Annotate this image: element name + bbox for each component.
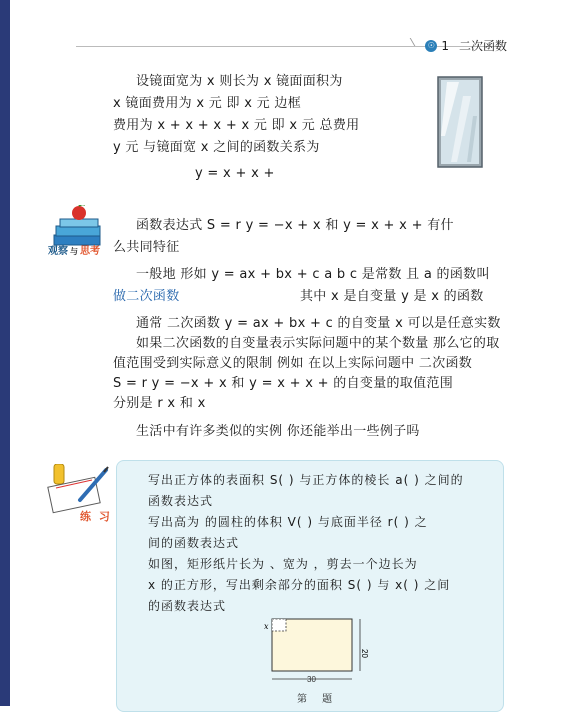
mirror-formula: y = x + x +: [195, 166, 275, 181]
domain-line3: 值范围受到实际意义的限制 例如 在以上实际问题中 二次函数: [113, 356, 473, 371]
mirror-problem-line1: 设镜面宽为 x 则长为 x 镜面面积为: [136, 74, 343, 89]
page-edge-strip: [0, 0, 10, 706]
think-label-part3: 思考: [80, 246, 100, 257]
header-tick-mark: [410, 38, 426, 46]
practice-q3-line2: x 的正方形，写出剩余部分的面积 S( ) 与 x( ) 之间: [148, 578, 451, 592]
think-label-part2: 与: [70, 247, 78, 256]
mirror-problem-line3: 费用为 x + x + x + x 元 即 x 元 总费用: [113, 118, 360, 133]
practice-q2-line2: 间的函数表达式: [148, 536, 240, 550]
practice-q1-line1: 写出正方体的表面积 S( ) 与正方体的棱长 a( ) 之间的: [148, 473, 464, 487]
think-label-part1: 观察: [48, 246, 68, 257]
domain-line2: 如果二次函数的自变量表示实际问题中的某个数量 那么它的取: [136, 336, 500, 351]
closing-question: 生活中有许多类似的实例 你还能举出一些例子吗: [136, 424, 420, 439]
figure-corner-label: x: [264, 622, 269, 631]
mirror-problem-line4: y 元 与镜面宽 x 之间的函数关系为: [113, 140, 320, 155]
figure-height-label: 20: [360, 649, 369, 658]
section-title: 二次函数: [458, 39, 507, 53]
definition-line1: 一般地 形如 y = ax + bx + c a b c 是常数 且 a 的函数叫: [136, 267, 490, 282]
practice-q1-line2: 函数表达式: [148, 494, 214, 508]
practice-label: 练 习: [80, 510, 112, 523]
rectangle-figure: [262, 611, 372, 691]
domain-line1: 通常 二次函数 y = ax + bx + c 的自变量 x 可以是任意实数: [136, 316, 501, 331]
definition-line2: 其中 x 是自变量 y 是 x 的函数: [300, 289, 484, 304]
discussion-question-line1: 函数表达式 S = r y = −x + x 和 y = x + x + 有什: [136, 218, 454, 233]
figure-caption: 第 题: [297, 694, 339, 705]
practice-q3-line3: 的函数表达式: [148, 599, 227, 613]
practice-q2-line1: 写出高为 的圆柱的体积 V( ) 与底面半径 r( ) 之: [148, 515, 428, 529]
definition-term: 做二次函数: [113, 289, 180, 304]
mirror-problem-line2: x 镜面费用为 x 元 即 x 元 边框: [113, 96, 302, 111]
think-icon-label: [48, 242, 100, 257]
section-number: 1: [441, 38, 449, 53]
practice-q3-line1: 如图，矩形纸片长为 、宽为 ，剪去一个边长为: [148, 557, 418, 571]
discussion-question-line2: 么共同特征: [113, 240, 180, 255]
figure-width-label: 30: [307, 675, 316, 684]
domain-line4: S = r y = −x + x 和 y = x + x + 的自变量的取值范围: [113, 376, 453, 391]
section-badge-icon: ☉: [425, 40, 437, 52]
running-header: [425, 37, 507, 54]
mirror-illustration: [437, 76, 483, 168]
domain-line5: 分别是 r x 和 x: [113, 396, 206, 411]
